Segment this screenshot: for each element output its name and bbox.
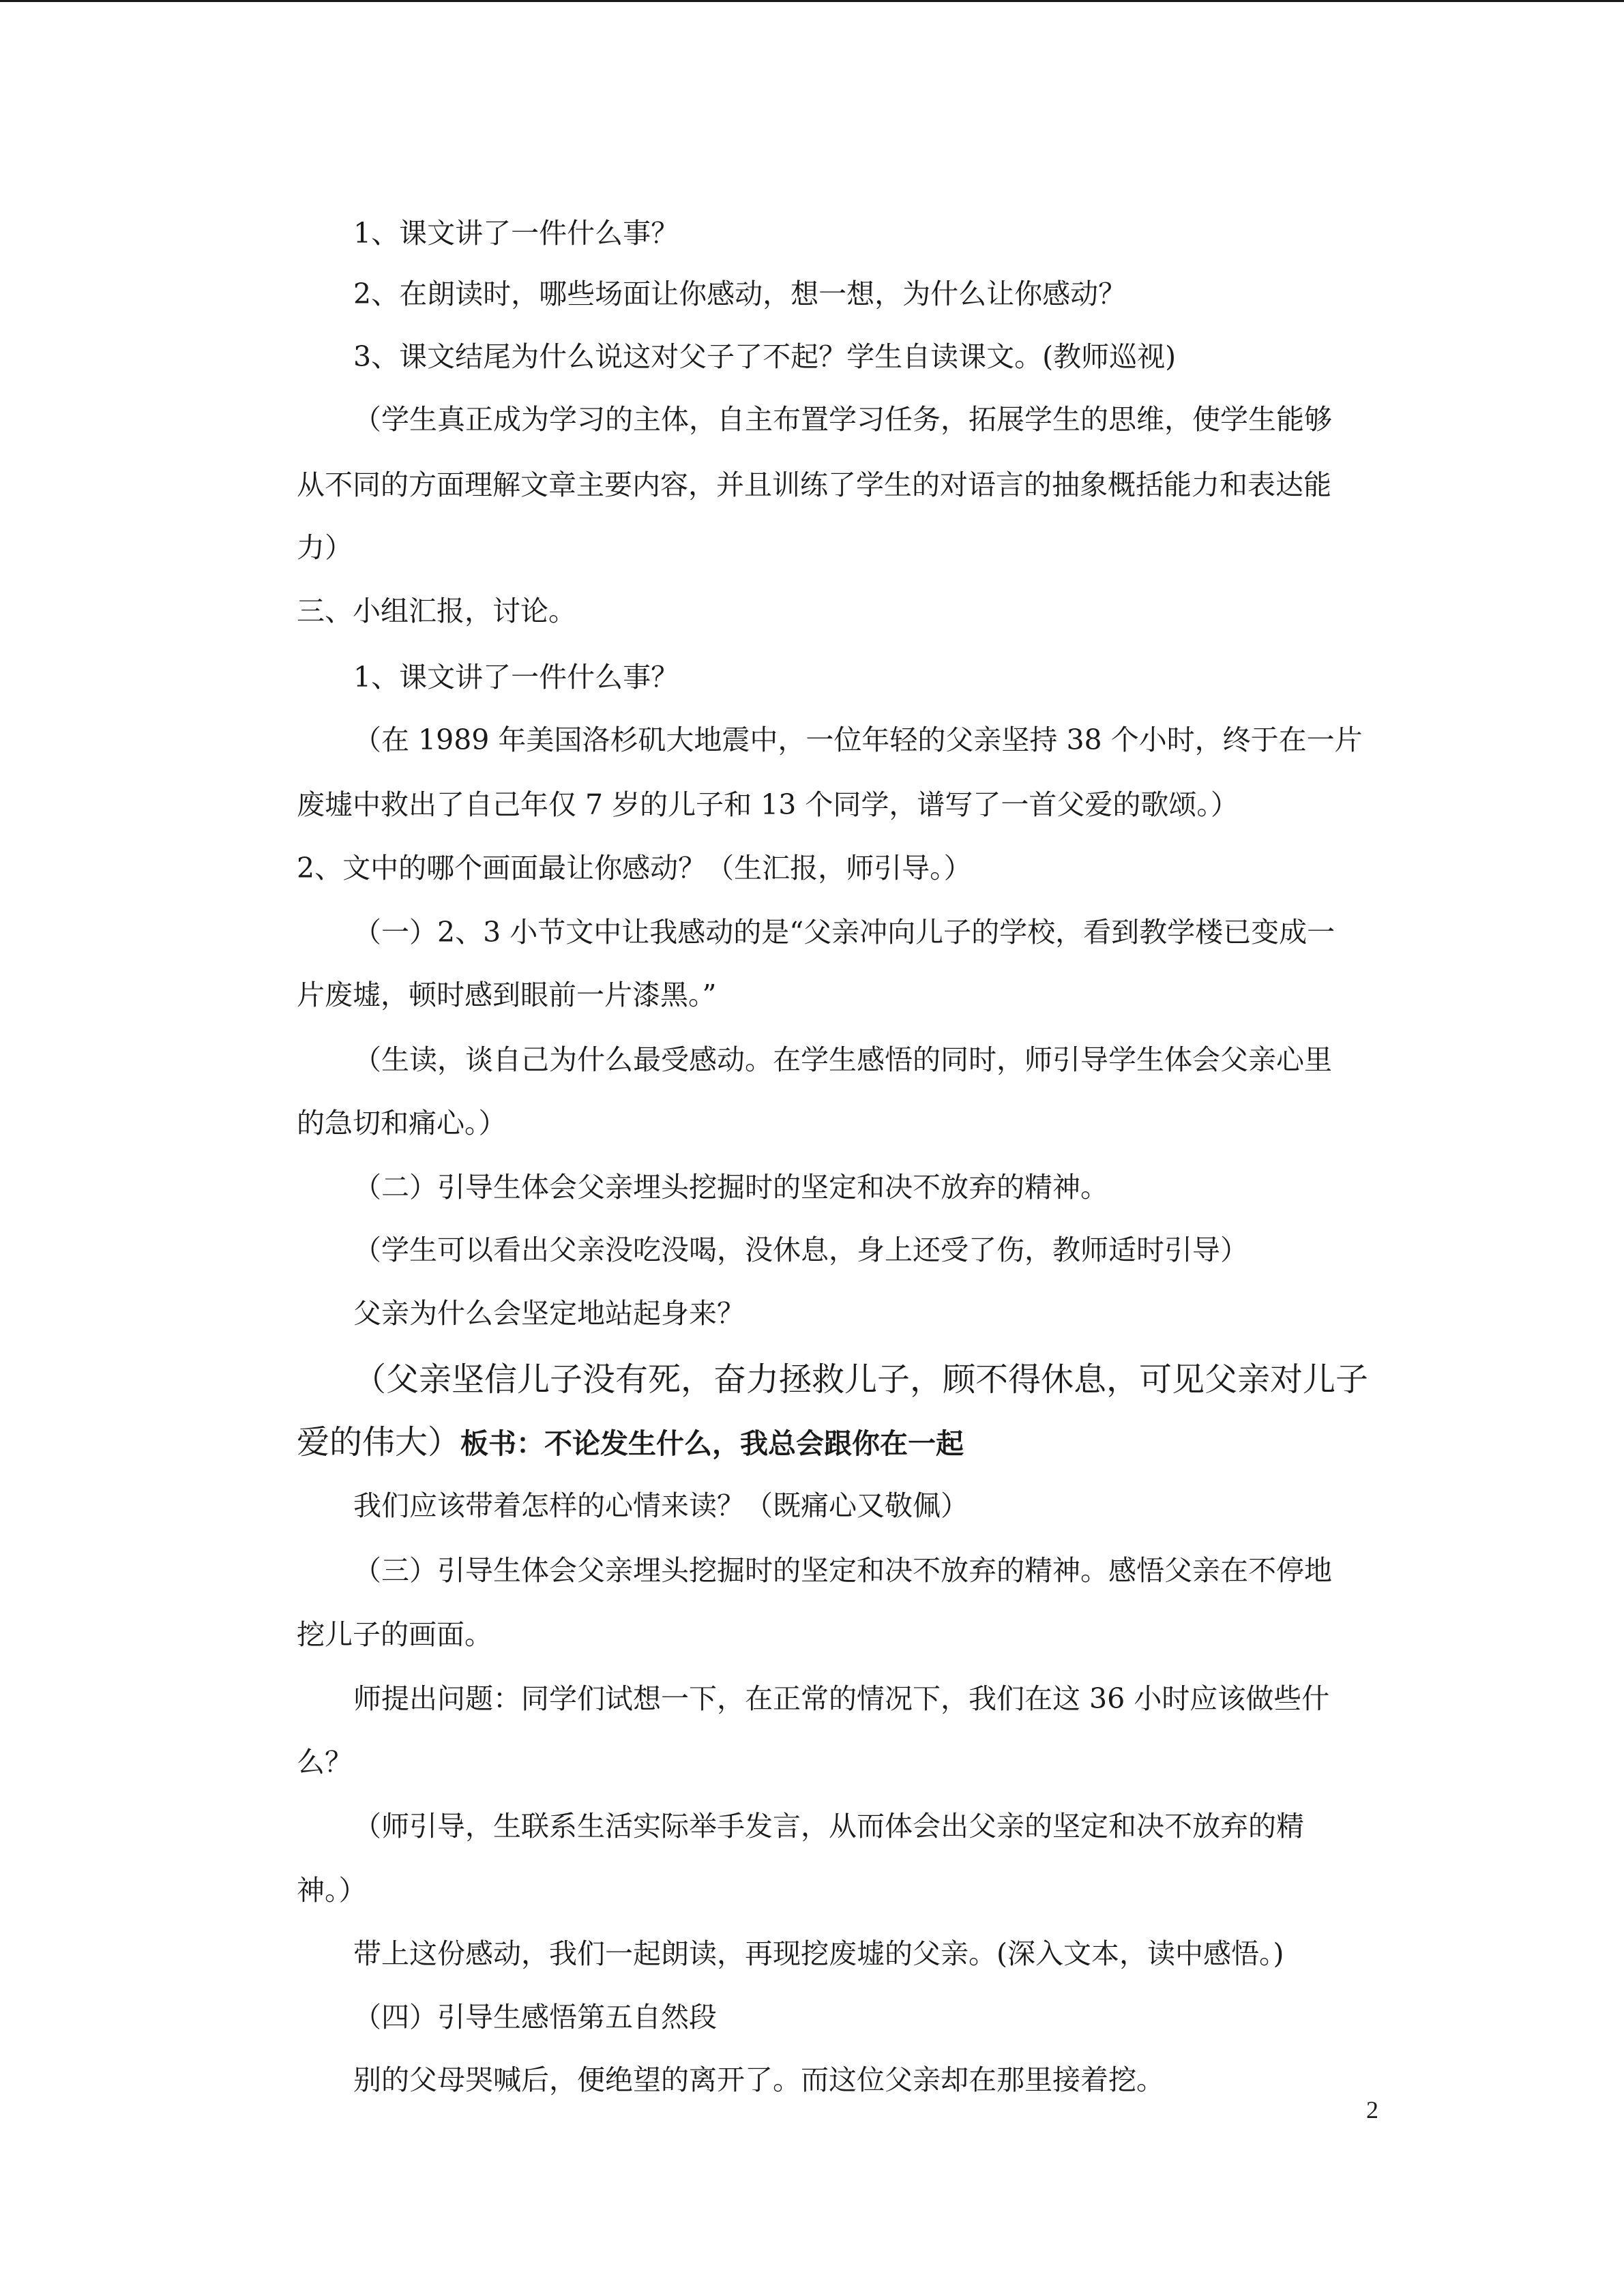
text-line: 父亲为什么会坚定地站起身来？ bbox=[353, 1297, 745, 1330]
text-line: （二）引导生体会父亲埋头挖掘时的坚定和决不放弃的精神。 bbox=[353, 1171, 1108, 1204]
text-line: （四）引导生感悟第五自然段 bbox=[353, 2001, 717, 2033]
text-line: 力） bbox=[297, 531, 353, 564]
text-line: 带上这份感动，我们一起朗读，再现挖废墟的父亲。(深入文本，读中感悟。) bbox=[353, 1937, 1284, 1970]
text-line: 神。） bbox=[297, 1874, 367, 1907]
text-line: （在 1989 年美国洛杉矶大地震中，一位年轻的父亲坚持 38 个小时，终于在一片 bbox=[353, 724, 1363, 756]
text-line: 2、文中的哪个画面最让你感动？（生汇报，师引导。） bbox=[297, 852, 972, 884]
board-note: 板书：不论发生什么，我总会跟你在一起 bbox=[460, 1427, 964, 1460]
text-line: （一）2、3 小节文中让我感动的是“父亲冲向儿子的学校，看到教学楼已变成一 bbox=[353, 916, 1335, 949]
text-line: 2、在朗读时，哪些场面让你感动，想一想，为什么让你感动？ bbox=[353, 278, 1127, 310]
text-line: 3、课文结尾为什么说这对父子了不起？学生自读课文。(教师巡视) bbox=[353, 340, 1177, 373]
text-line: （学生真正成为学习的主体，自主布置学习任务，拓展学生的思维，使学生能够 bbox=[353, 403, 1332, 436]
text-line: （学生可以看出父亲没吃没喝，没休息，身上还受了伤，教师适时引导） bbox=[353, 1234, 1248, 1266]
text-line: （生读，谈自己为什么最受感动。在学生感悟的同时，师引导学生体会父亲心里 bbox=[353, 1043, 1332, 1076]
text-line: 1、课文讲了一件什么事？ bbox=[353, 217, 679, 250]
section-heading: 三、小组汇报，讨论。 bbox=[297, 595, 576, 627]
text-line: （父亲坚信儿子没有死，奋力拯救儿子，顾不得休息，可见父亲对儿子 bbox=[353, 1360, 1369, 1399]
text-line: 的急切和痛心。） bbox=[297, 1107, 507, 1139]
text-line: 从不同的方面理解文章主要内容，并且训练了学生的对语言的抽象概括能力和表达能 bbox=[297, 468, 1331, 501]
text-line: （师引导，生联系生活实际举手发言，从而体会出父亲的坚定和决不放弃的精 bbox=[353, 1810, 1304, 1843]
text-line: 片废墟，顿时感到眼前一片漆黑。” bbox=[297, 979, 717, 1011]
text-line: 1、课文讲了一件什么事？ bbox=[353, 661, 679, 694]
text-line bbox=[297, 1423, 964, 1461]
text-line: （三）引导生体会父亲埋头挖掘时的坚定和决不放弃的精神。感悟父亲在不停地 bbox=[353, 1554, 1332, 1587]
text-segment: 爱的伟大） bbox=[297, 1423, 461, 1461]
text-line: 别的父母哭喊后，便绝望的离开了。而这位父亲却在那里接着挖。 bbox=[353, 2063, 1164, 2096]
text-line: 我们应该带着怎样的心情来读？（既痛心又敬佩） bbox=[353, 1489, 969, 1522]
page-number: 2 bbox=[1366, 2096, 1378, 2123]
text-line: 么？ bbox=[297, 1746, 353, 1778]
text-line: 师提出问题：同学们试想一下，在正常的情况下，我们在这 36 小时应该做些什 bbox=[353, 1682, 1330, 1715]
text-line: 挖儿子的画面。 bbox=[297, 1618, 492, 1651]
text-line: 废墟中救出了自己年仅 7 岁的儿子和 13 个同学，谱写了一首父爱的歌颂。） bbox=[297, 788, 1239, 821]
